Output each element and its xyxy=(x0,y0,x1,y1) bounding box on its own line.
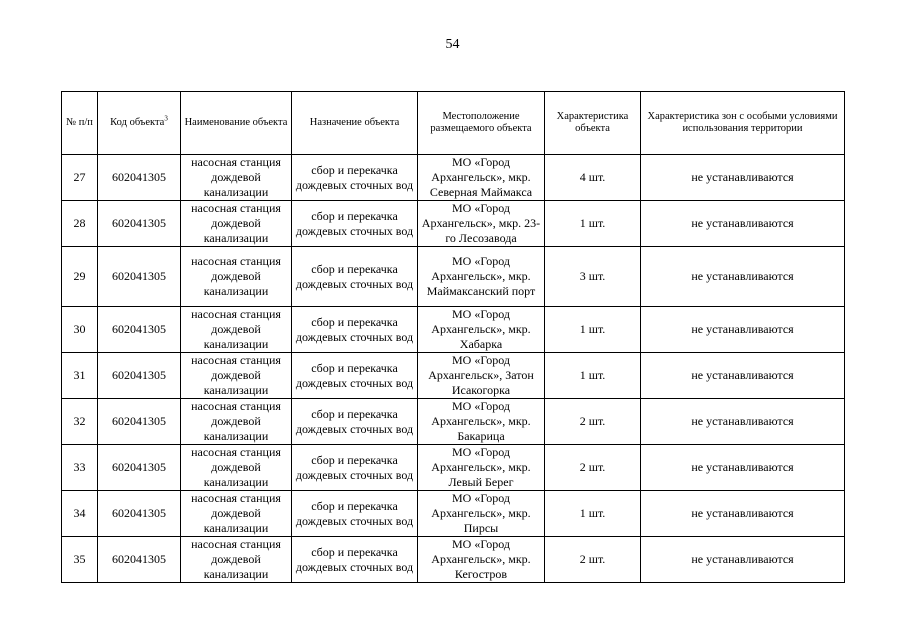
table-row xyxy=(62,201,845,247)
row-code: 602041305 xyxy=(98,491,181,537)
row-location: МО «Город Архангельск», мкр. Бакарица xyxy=(418,399,545,445)
row-code: 602041305 xyxy=(98,307,181,353)
table-row xyxy=(62,307,845,353)
row-location: МО «Город Архангельск», мкр. Кегостров xyxy=(418,537,545,583)
header-zones: Характеристика зон с особыми условиями использования территории xyxy=(641,92,845,155)
row-location: МО «Город Архангельск», мкр. Маймаксанский порт xyxy=(418,247,545,307)
row-count: 2 шт. xyxy=(545,445,641,491)
row-num: 34 xyxy=(62,491,98,537)
row-num: 32 xyxy=(62,399,98,445)
table-row xyxy=(62,491,845,537)
row-purpose: сбор и перекачка дождевых сточных вод xyxy=(292,445,418,491)
row-purpose: сбор и перекачка дождевых сточных вод xyxy=(292,491,418,537)
row-name: насосная станция дождевой канализации xyxy=(181,155,292,201)
row-count: 1 шт. xyxy=(545,307,641,353)
row-location: МО «Город Архангельск», мкр. 23-го Лесозавода xyxy=(418,201,545,247)
row-num: 35 xyxy=(62,537,98,583)
row-count: 3 шт. xyxy=(545,247,641,307)
row-name: насосная станция дождевой канализации xyxy=(181,491,292,537)
table-row xyxy=(62,537,845,583)
header-purpose: Назначение объекта xyxy=(292,92,418,155)
table-row xyxy=(62,399,845,445)
row-name: насосная станция дождевой канализации xyxy=(181,353,292,399)
table-row xyxy=(62,247,845,307)
row-name: насосная станция дождевой канализации xyxy=(181,307,292,353)
row-num: 33 xyxy=(62,445,98,491)
row-zones: не устанавливаются xyxy=(641,537,845,583)
row-count: 2 шт. xyxy=(545,399,641,445)
row-purpose: сбор и перекачка дождевых сточных вод xyxy=(292,353,418,399)
row-name: насосная станция дождевой канализации xyxy=(181,537,292,583)
table-row xyxy=(62,445,845,491)
row-num: 27 xyxy=(62,155,98,201)
row-zones: не устанавливаются xyxy=(641,247,845,307)
row-code: 602041305 xyxy=(98,537,181,583)
row-location: МО «Город Архангельск», Затон Исакогорка xyxy=(418,353,545,399)
row-code: 602041305 xyxy=(98,155,181,201)
row-num: 30 xyxy=(62,307,98,353)
row-location: МО «Город Архангельск», мкр. Хабарка xyxy=(418,307,545,353)
header-num: № п/п xyxy=(62,92,98,155)
header-location: Местоположение размещаемого объекта xyxy=(418,92,545,155)
row-count: 4 шт. xyxy=(545,155,641,201)
row-code: 602041305 xyxy=(98,247,181,307)
row-count: 2 шт. xyxy=(545,537,641,583)
row-code: 602041305 xyxy=(98,399,181,445)
row-purpose: сбор и перекачка дождевых сточных вод xyxy=(292,201,418,247)
row-count: 1 шт. xyxy=(545,353,641,399)
row-code: 602041305 xyxy=(98,445,181,491)
row-num: 31 xyxy=(62,353,98,399)
table-header-row xyxy=(62,92,845,155)
row-purpose: сбор и перекачка дождевых сточных вод xyxy=(292,247,418,307)
row-name: насосная станция дождевой канализации xyxy=(181,201,292,247)
row-name: насосная станция дождевой канализации xyxy=(181,247,292,307)
row-zones: не устанавливаются xyxy=(641,307,845,353)
header-code xyxy=(98,92,181,155)
row-num: 29 xyxy=(62,247,98,307)
row-purpose: сбор и перекачка дождевых сточных вод xyxy=(292,307,418,353)
row-purpose: сбор и перекачка дождевых сточных вод xyxy=(292,537,418,583)
row-name: насосная станция дождевой канализации xyxy=(181,399,292,445)
objects-table xyxy=(61,91,845,583)
row-location: МО «Город Архангельск», мкр. Северная Маймакса xyxy=(418,155,545,201)
row-zones: не устанавливаются xyxy=(641,201,845,247)
row-name: насосная станция дождевой канализации xyxy=(181,445,292,491)
row-count: 1 шт. xyxy=(545,491,641,537)
table-row xyxy=(62,155,845,201)
row-count: 1 шт. xyxy=(545,201,641,247)
page-number: 54 xyxy=(445,37,460,52)
row-zones: не устанавливаются xyxy=(641,491,845,537)
row-code: 602041305 xyxy=(98,353,181,399)
row-code: 602041305 xyxy=(98,201,181,247)
row-purpose: сбор и перекачка дождевых сточных вод xyxy=(292,399,418,445)
row-zones: не устанавливаются xyxy=(641,445,845,491)
row-num: 28 xyxy=(62,201,98,247)
row-location: МО «Город Архангельск», мкр. Левый Берег xyxy=(418,445,545,491)
header-characteristic: Характеристика объекта xyxy=(545,92,641,155)
header-code-label: Код объекта xyxy=(110,117,165,128)
row-purpose: сбор и перекачка дождевых сточных вод xyxy=(292,155,418,201)
row-location: МО «Город Архангельск», мкр. Пирсы xyxy=(418,491,545,537)
row-zones: не устанавливаются xyxy=(641,399,845,445)
table-row xyxy=(62,353,845,399)
row-zones: не устанавливаются xyxy=(641,353,845,399)
row-zones: не устанавливаются xyxy=(641,155,845,201)
header-code-footnote: 3 xyxy=(164,114,168,123)
header-name: Наименование объекта xyxy=(181,92,292,155)
